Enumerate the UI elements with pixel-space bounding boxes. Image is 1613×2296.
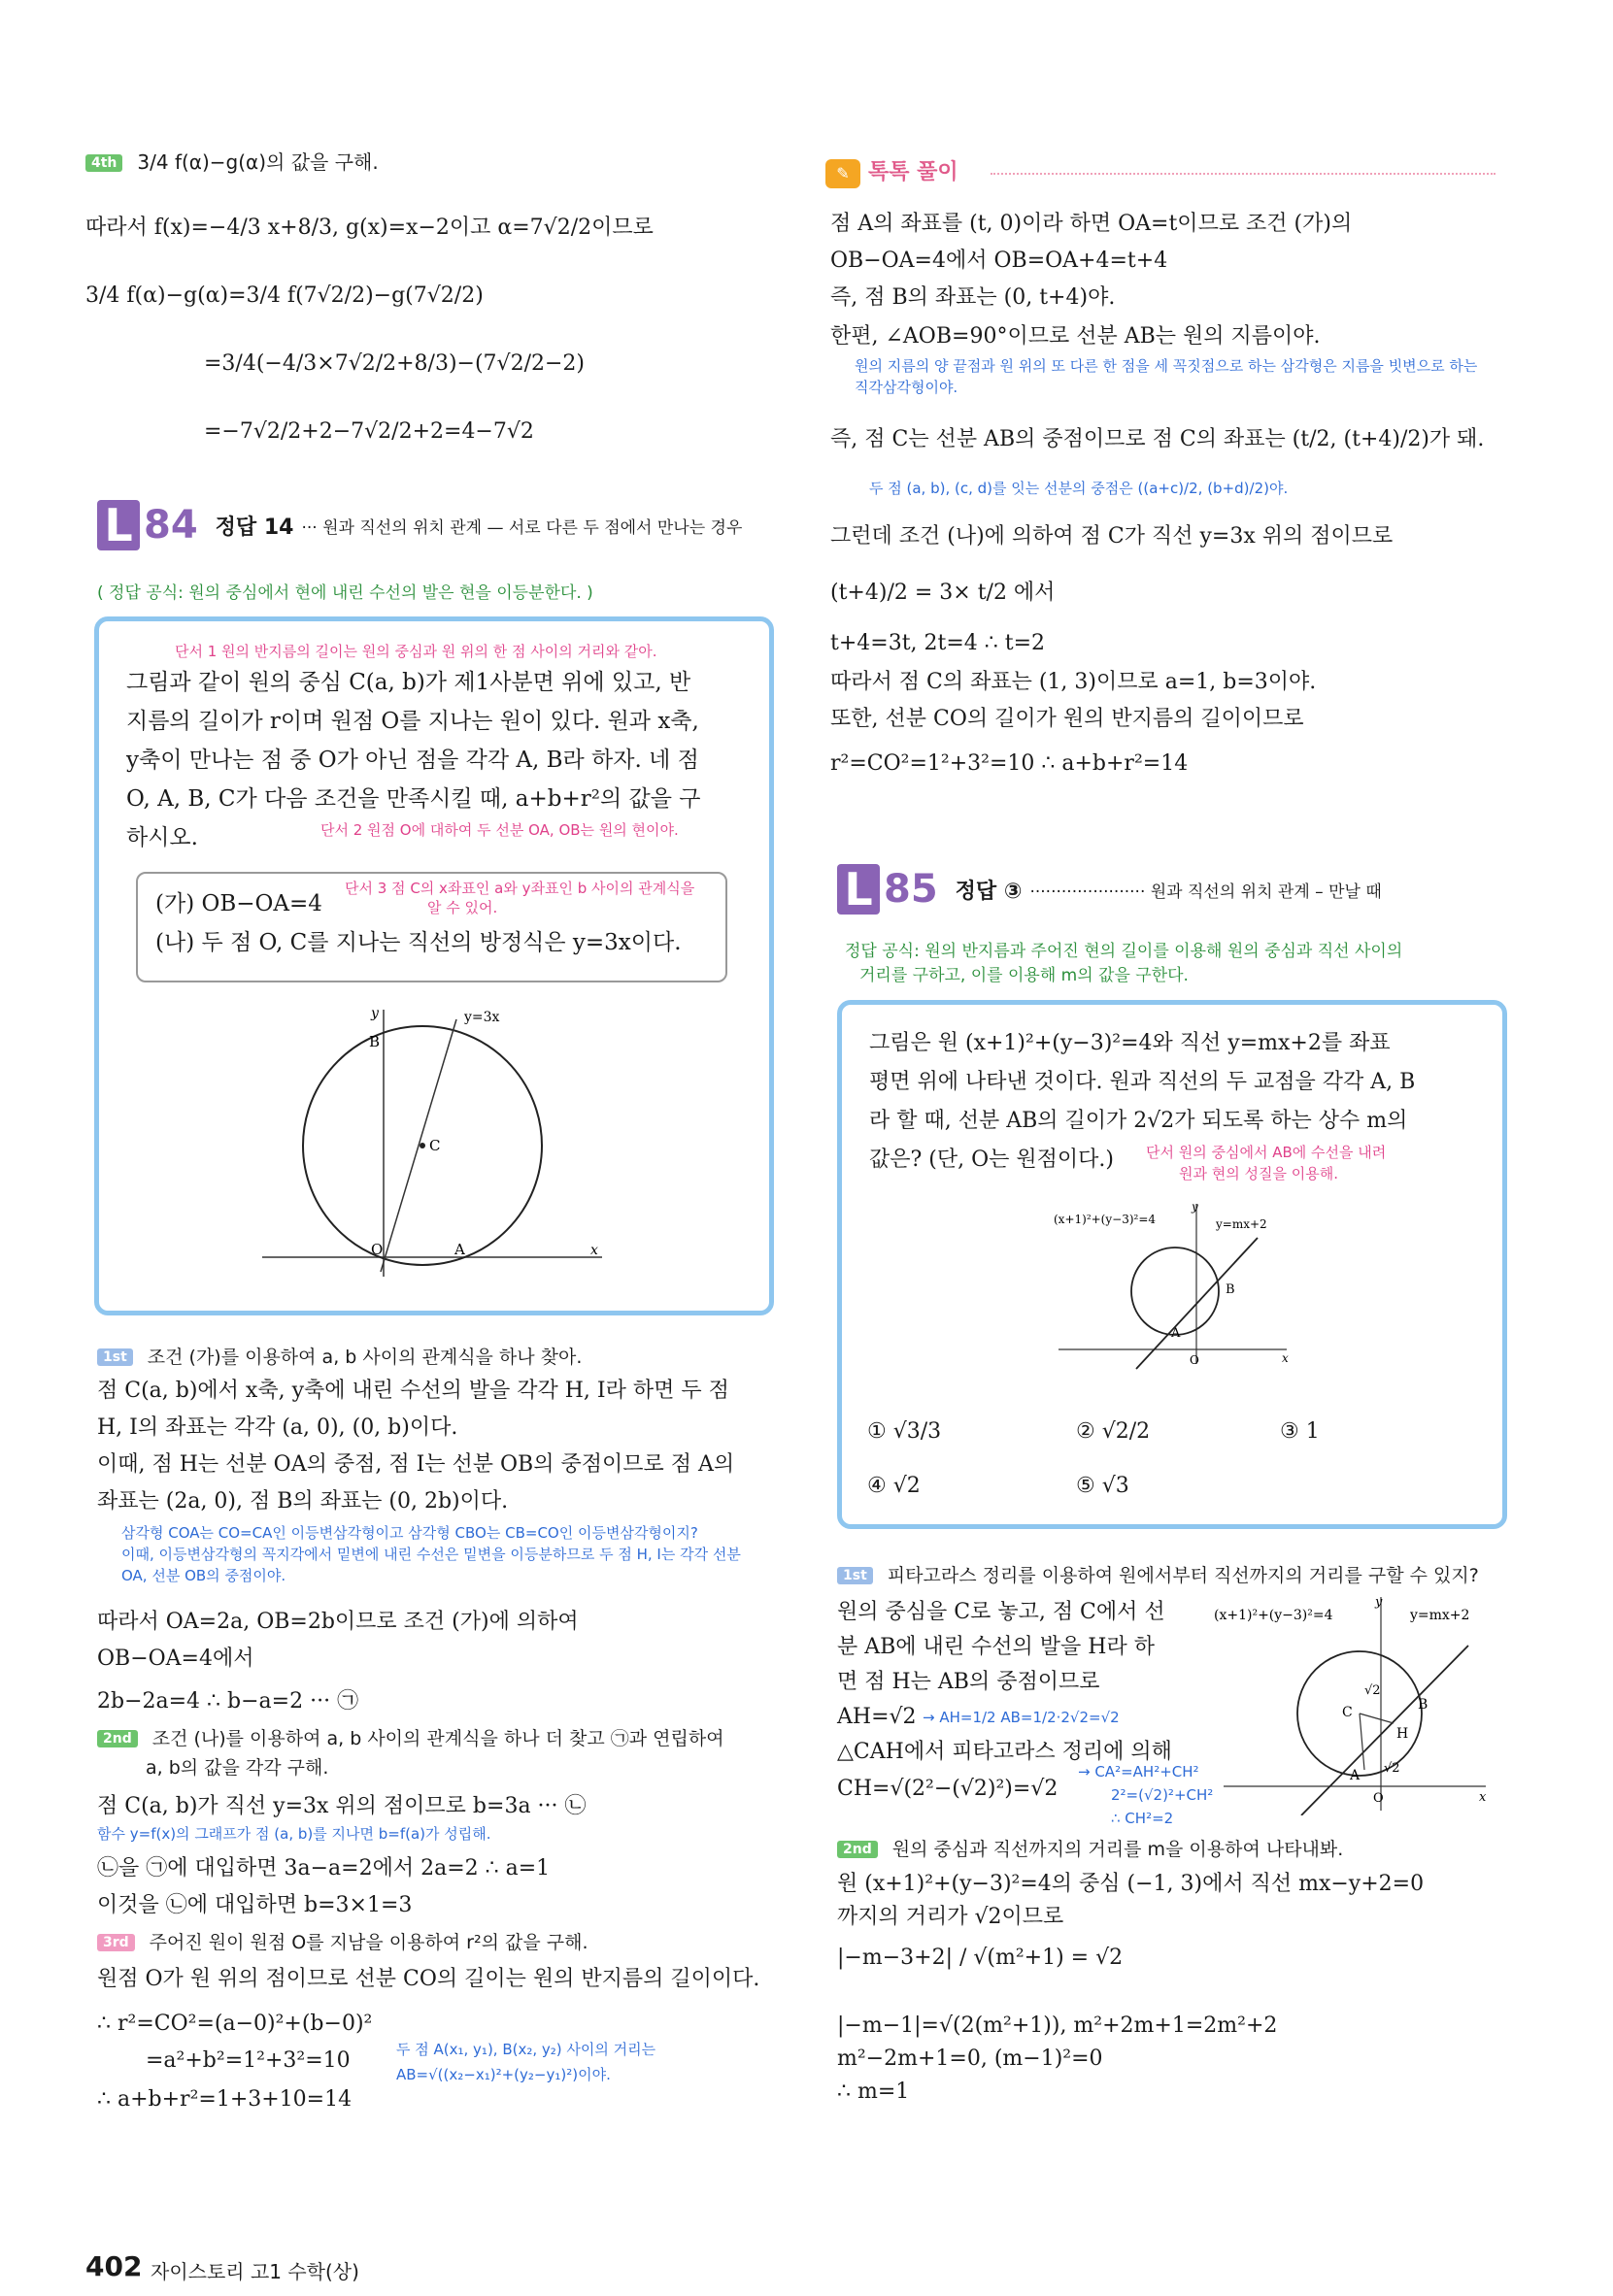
label-x: x xyxy=(590,1243,598,1258)
label-B: B xyxy=(369,1033,381,1050)
choice-3[interactable]: ③ 1 xyxy=(1280,1419,1320,1444)
solution-line: ㉡을 ㉠에 대입하면 3a−a=2에서 2a=2 ∴ a=1 xyxy=(97,1856,551,1880)
figure-84 xyxy=(262,1000,612,1281)
label-sqrt2-1: √2 xyxy=(1364,1683,1381,1698)
note: ∴ CH²=2 xyxy=(1111,1810,1174,1827)
solution-line: =−7√2/2+2−7√2/2+2=4−7√2 xyxy=(204,419,534,444)
solution-line: 까지의 거리가 √2이므로 xyxy=(837,1905,1064,1929)
solution-line: 그런데 조건 (나)에 의하여 점 C가 직선 y=3x 위의 점이므로 xyxy=(830,524,1394,549)
solution-line: H, I의 좌표는 각각 (a, 0), (0, b)이다. xyxy=(97,1415,458,1440)
choice-5[interactable]: ⑤ √3 xyxy=(1076,1474,1129,1498)
solution-line: ∴ r²=CO²=(a−0)²+(b−0)² xyxy=(97,2012,373,2036)
hint-b: 원과 현의 성질을 이용해. xyxy=(1179,1165,1338,1182)
hint-3b: 알 수 있어. xyxy=(427,899,498,916)
step-tag: 2nd xyxy=(97,1730,138,1748)
solution-line: |−m−1|=√(2(m²+1)), m²+2m+1=2m²+2 xyxy=(837,2013,1278,2038)
step-tag: 4th xyxy=(85,154,122,173)
step-tag: 2nd xyxy=(837,1841,878,1859)
hint-2: 단서 2 원점 O에 대하여 두 선분 OA, OB는 원의 현이야. xyxy=(320,821,679,839)
step-1st xyxy=(837,1563,1479,1588)
solution-line: 이때, 점 H는 선분 OA의 중점, 점 I는 선분 OB의 중점이므로 점 A의 xyxy=(97,1452,735,1477)
label-O: O xyxy=(1373,1791,1384,1806)
solution-line: 즉, 점 B의 좌표는 (0, t+4)야. xyxy=(830,285,1116,310)
solution-line: 즉, 점 C는 선분 AB의 중점이므로 점 C의 좌표는 (t/2, (t+4)/2)가 돼. xyxy=(830,427,1485,451)
step-2nd xyxy=(837,1837,1343,1862)
solution-line: 점 C(a, b)에서 x축, y축에 내린 수선의 발을 각각 H, I라 하면 두 점 xyxy=(97,1379,729,1403)
line-y3x xyxy=(381,1019,456,1272)
label-y: y xyxy=(1375,1595,1383,1610)
problem-text: 라 할 때, 선분 AB의 길이가 2√2가 되도록 하는 상수 m의 xyxy=(869,1109,1408,1133)
label-B: B xyxy=(1226,1282,1235,1297)
solution-line: t+4=3t, 2t=4 ∴ t=2 xyxy=(830,631,1046,655)
step-title: 조건 (나)를 이용하여 a, b 사이의 관계식을 하나 더 찾고 ㉠과 연립하여 xyxy=(151,1728,724,1749)
solution-line: 면 점 H는 AB의 중점이므로 xyxy=(837,1670,1100,1694)
note: 두 점 A(x₁, y₁), B(x₂, y₂) 사이의 거리는 xyxy=(396,2041,656,2058)
divider xyxy=(991,173,1495,175)
formula-hint-2: 거리를 구하고, 이를 이용해 m의 값을 구한다. xyxy=(859,966,1189,985)
label-x: x xyxy=(1282,1351,1289,1365)
note: 두 점 (a, b), (c, d)를 잇는 선분의 중점은 ((a+c)/2, (b+d)/2)야. xyxy=(869,480,1289,497)
problem-text: 지름의 길이가 r이며 원점 O를 지나는 원이 있다. 원과 x축, xyxy=(126,709,699,734)
step-tag: 1st xyxy=(837,1567,873,1585)
hint-3: 단서 3 점 C의 x좌표인 a와 y좌표인 b 사이의 관계식을 xyxy=(345,880,695,897)
label-sqrt2-2: √2 xyxy=(1384,1761,1400,1776)
solution-line: 따라서 점 C의 좌표는 (1, 3)이므로 a=1, b=3이야. xyxy=(830,670,1317,694)
answer: 정답 ③ xyxy=(955,879,1023,904)
solution-line: |−m−3+2| / √(m²+1) = √2 xyxy=(837,1946,1124,1970)
pencil-icon: ✎ xyxy=(825,159,860,188)
note: 이때, 이등변삼각형의 꼭지각에서 밑변에 내린 수선은 밑변을 이등분하므로 두 점 H, I는 각각 선분 xyxy=(121,1546,741,1563)
problem-text: 그림과 같이 원의 중심 C(a, b)가 제1사분면 위에 있고, 반 xyxy=(126,670,691,695)
line-mx2 xyxy=(1301,1646,1468,1815)
solution-line: 좌표는 (2a, 0), 점 B의 좌표는 (0, 2b)이다. xyxy=(97,1489,509,1514)
label-line: y=mx+2 xyxy=(1216,1217,1267,1231)
label-y: y xyxy=(1192,1200,1198,1214)
label-O: O xyxy=(371,1241,384,1258)
note: 함수 y=f(x)의 그래프가 점 (a, b)를 지나면 b=f(a)가 성립해. xyxy=(97,1825,491,1843)
step-4th xyxy=(85,150,379,176)
solution-line: 원점 O가 원 위의 점이므로 선분 CO의 길이는 원의 반지름의 길이이다. xyxy=(97,1967,760,1991)
solution-line: r²=CO²=1²+3²=10 ∴ a+b+r²=14 xyxy=(830,751,1189,776)
note: 2²=(√2)²+CH² xyxy=(1111,1786,1214,1804)
problem-number: 85 xyxy=(884,867,938,912)
solution-line: 따라서 f(x)=−4/3 x+8/3, g(x)=x−2이고 α=7√2/2이므로 xyxy=(85,216,654,240)
label-C: C xyxy=(1342,1705,1353,1720)
solution-line: 한편, ∠AOB=90°이므로 선분 AB는 원의 지름이야. xyxy=(830,324,1321,349)
step-title: 피타고라스 정리를 이용하여 원에서부터 직선까지의 거리를 구할 수 있지? xyxy=(887,1565,1479,1586)
label-A: A xyxy=(1350,1768,1361,1783)
problem-number: 84 xyxy=(144,503,198,548)
problem-text: 평면 위에 나타낸 것이다. 원과 직선의 두 교점을 각각 A, B xyxy=(869,1070,1416,1094)
center-point xyxy=(420,1143,425,1148)
tok-header xyxy=(825,155,958,188)
solution-line: OB−OA=4에서 OB=OA+4=t+4 xyxy=(830,249,1168,273)
solution-line: =3/4(−4/3×7√2/2+8/3)−(7√2/2−2) xyxy=(204,351,585,376)
solution-line: (t+4)/2 = 3× t/2 에서 xyxy=(830,581,1056,605)
step-2nd xyxy=(97,1726,724,1751)
problem-letter: L xyxy=(837,864,880,915)
problem-text: 하시오. xyxy=(126,825,198,850)
solution-line: 3/4 f(α)−g(α)=3/4 f(7√2/2)−g(7√2/2) xyxy=(85,283,484,308)
formula-hint: 정답 공식: 원의 반지름과 주어진 현의 길이를 이용해 원의 중심과 직선 사이의 xyxy=(845,942,1403,961)
label-line: y=mx+2 xyxy=(1410,1608,1470,1623)
label-A: A xyxy=(1171,1326,1181,1341)
answer: 정답 14 xyxy=(215,515,294,540)
solution-line: AH=√2 xyxy=(837,1705,917,1729)
solution-line: 2b−2a=4 ∴ b−a=2 ··· ㉠ xyxy=(97,1689,359,1714)
step-tag: 1st xyxy=(97,1348,133,1367)
solution-line: ∴ a+b+r²=1+3+10=14 xyxy=(97,2087,353,2112)
step-tag: 3rd xyxy=(97,1934,135,1952)
note: → AH=1/2 AB=1/2·2√2=√2 xyxy=(923,1709,1120,1726)
solution-line: 이것을 ㉡에 대입하면 b=3×1=3 xyxy=(97,1893,413,1917)
note: OA, 선분 OB의 중점이야. xyxy=(121,1567,286,1584)
choice-2[interactable]: ② √2/2 xyxy=(1076,1419,1151,1444)
hint: 단서 원의 중심에서 AB에 수선을 내려 xyxy=(1146,1144,1387,1161)
segment-CA xyxy=(1360,1714,1364,1770)
note: 삼각형 COA는 CO=CA인 이등변삼각형이고 삼각형 CBO는 CB=CO인 이등변삼각형이지? xyxy=(121,1524,698,1542)
topic: ······················ 원과 직선의 위치 관계 – 만날 때 xyxy=(1029,882,1382,902)
label-x: x xyxy=(1479,1790,1487,1805)
label-O: O xyxy=(1190,1353,1199,1367)
step-1st xyxy=(97,1345,582,1370)
problem-text: O, A, B, C가 다음 조건을 만족시킬 때, a+b+r²의 값을 구 xyxy=(126,786,701,812)
condition-na: (나) 두 점 O, C를 지나는 직선의 방정식은 y=3x이다. xyxy=(155,930,682,955)
note: AB=√((x₂−x₁)²+(y₂−y₁)²)이야. xyxy=(396,2066,611,2083)
label-circle: (x+1)²+(y−3)²=4 xyxy=(1214,1608,1333,1623)
book-title: 자이스토리 고1 수학(상) xyxy=(151,2260,359,2283)
step-title: 주어진 원이 원점 O를 지남을 이용하여 r²의 값을 구해. xyxy=(149,1932,588,1953)
choice-1[interactable]: ① √3/3 xyxy=(867,1419,942,1444)
condition-ga: (가) OB−OA=4 xyxy=(155,891,322,916)
tok-title: 톡톡 풀이 xyxy=(868,160,958,184)
solution-line: 점 A의 좌표를 (t, 0)이라 하면 OA=t이므로 조건 (가)의 xyxy=(830,212,1353,236)
figure-85 xyxy=(1039,1199,1301,1374)
segment-CH xyxy=(1360,1714,1394,1723)
solution-line: 따라서 OA=2a, OB=2b이므로 조건 (가)에 의하여 xyxy=(97,1610,579,1634)
note: → CA²=AH²+CH² xyxy=(1078,1763,1199,1780)
step-3rd xyxy=(97,1930,588,1955)
solution-line: 점 C(a, b)가 직선 y=3x 위의 점이므로 b=3a ··· ㉡ xyxy=(97,1794,587,1818)
step-title: 3/4 f(α)−g(α)의 값을 구해. xyxy=(137,150,379,174)
step-title: 조건 (가)를 이용하여 a, b 사이의 관계식을 하나 찾아. xyxy=(147,1347,583,1368)
label-y: y xyxy=(371,1006,379,1021)
hint-1: 단서 1 원의 반지름의 길이는 원의 중심과 원 위의 한 점 사이의 거리와 같아. xyxy=(175,643,657,660)
circle xyxy=(1131,1248,1219,1335)
label-B: B xyxy=(1418,1697,1428,1713)
choice-4[interactable]: ④ √2 xyxy=(867,1474,921,1498)
step-title-2: a, b의 값을 각각 구해. xyxy=(146,1757,329,1779)
solution-line: =a²+b²=1²+3²=10 xyxy=(146,2048,351,2073)
solution-line: CH=√(2²−(√2)²)=√2 xyxy=(837,1777,1059,1801)
label-A: A xyxy=(454,1241,465,1258)
solution-line: 원 (x+1)²+(y−3)²=4의 중심 (−1, 3)에서 직선 mx−y+2=0 xyxy=(837,1872,1425,1896)
formula-hint: ( 정답 공식: 원의 중심에서 현에 내린 수선의 발은 현을 이등분한다. ) xyxy=(97,583,593,603)
solution-line: ∴ m=1 xyxy=(837,2080,910,2104)
note: 원의 지름의 양 끝점과 원 위의 또 다른 한 점을 세 꼭짓점으로 하는 삼각형은 지름을 빗변으로 하는 xyxy=(855,357,1478,375)
solution-line: △CAH에서 피타고라스 정리에 의해 xyxy=(837,1740,1172,1764)
page-number: 402 xyxy=(85,2250,143,2282)
problem-text: 값은? (단, O는 원점이다.) xyxy=(869,1148,1114,1172)
solution-line: m²−2m+1=0, (m−1)²=0 xyxy=(837,2046,1103,2071)
problem-letter: L xyxy=(97,500,140,550)
problem-header-85 xyxy=(837,864,1382,915)
problem-header-84 xyxy=(97,500,742,550)
solution-line: 원의 중심을 C로 놓고, 점 C에서 선 xyxy=(837,1600,1165,1624)
label-line: y=3x xyxy=(464,1010,500,1025)
label-circle: (x+1)²+(y−3)²=4 xyxy=(1054,1213,1157,1226)
label-H: H xyxy=(1396,1726,1409,1742)
solution-line: 또한, 선분 CO의 길이가 원의 반지름의 길이이므로 xyxy=(830,707,1304,731)
solution-line: OB−OA=4에서 xyxy=(97,1647,254,1671)
figure-solution xyxy=(1204,1592,1495,1815)
note: 직각삼각형이야. xyxy=(855,379,958,396)
solution-line: 분 AB에 내린 수선의 발을 H라 하 xyxy=(837,1635,1155,1659)
problem-text: y축이 만나는 점 중 O가 아닌 점을 각각 A, B라 하자. 네 점 xyxy=(126,748,699,773)
topic: ··· 원과 직선의 위치 관계 — 서로 다른 두 점에서 만나는 경우 xyxy=(301,517,743,538)
step-title: 원의 중심과 직선까지의 거리를 m을 이용하여 나타내봐. xyxy=(891,1839,1344,1860)
label-C: C xyxy=(429,1137,441,1154)
problem-text: 그림은 원 (x+1)²+(y−3)²=4와 직선 y=mx+2를 좌표 xyxy=(869,1031,1391,1055)
